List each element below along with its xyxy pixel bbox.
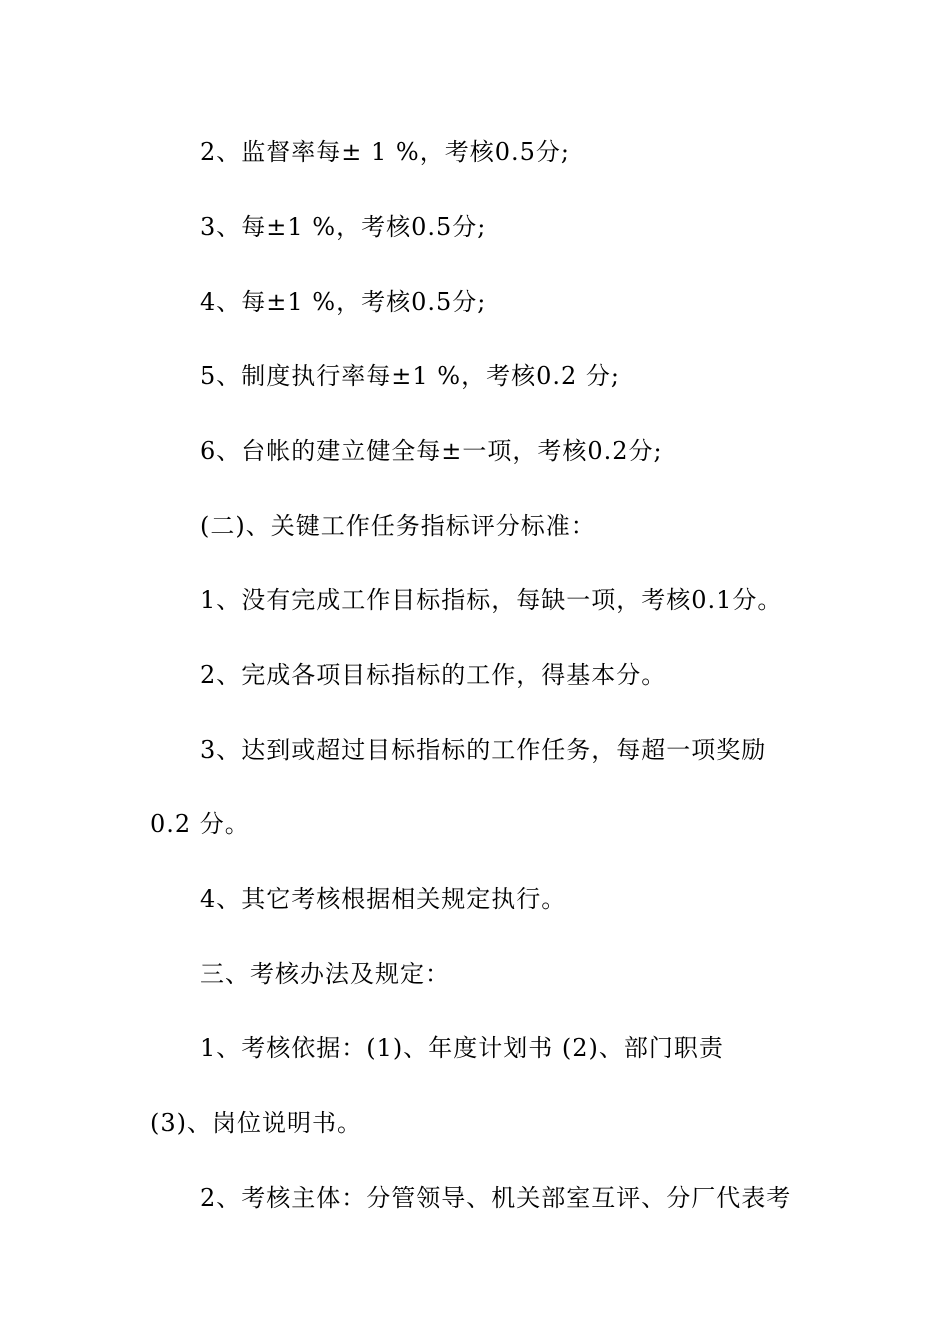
section-heading-key-tasks: (二)、关键工作任务指标评分标准： <box>200 512 596 540</box>
text-line-7: 1、没有完成工作目标指标，每缺一项，考核0.1分。 <box>200 586 783 614</box>
text-line-8: 2、完成各项目标指标的工作，得基本分。 <box>200 661 667 689</box>
text-line-10: 0.2 分。 <box>150 810 250 838</box>
text-line-15: 2、考核主体：分管领导、机关部室互评、分厂代表考 <box>200 1184 792 1212</box>
text-line-9: 3、达到或超过目标指标的工作任务，每超一项奖励 <box>200 736 767 764</box>
text-line-2: 3、每±1 %，考核0.5分; <box>200 213 487 241</box>
section-heading-assessment-methods: 三、考核办法及规定： <box>200 960 450 988</box>
text-line-3: 4、每±1 %，考核0.5分; <box>200 288 487 316</box>
text-line-4: 5、制度执行率每±1 %，考核0.2 分; <box>200 362 620 390</box>
text-line-5: 6、台帐的建立健全每±一项，考核0.2分; <box>200 437 663 465</box>
text-line-11: 4、其它考核根据相关规定执行。 <box>200 885 567 913</box>
text-line-13: 1、考核依据：(1)、年度计划书 (2)、部门职责 <box>200 1034 724 1062</box>
text-line-14: (3)、岗位说明书。 <box>150 1109 362 1137</box>
text-line-1: 2、监督率每± 1 %，考核0.5分; <box>200 138 570 166</box>
